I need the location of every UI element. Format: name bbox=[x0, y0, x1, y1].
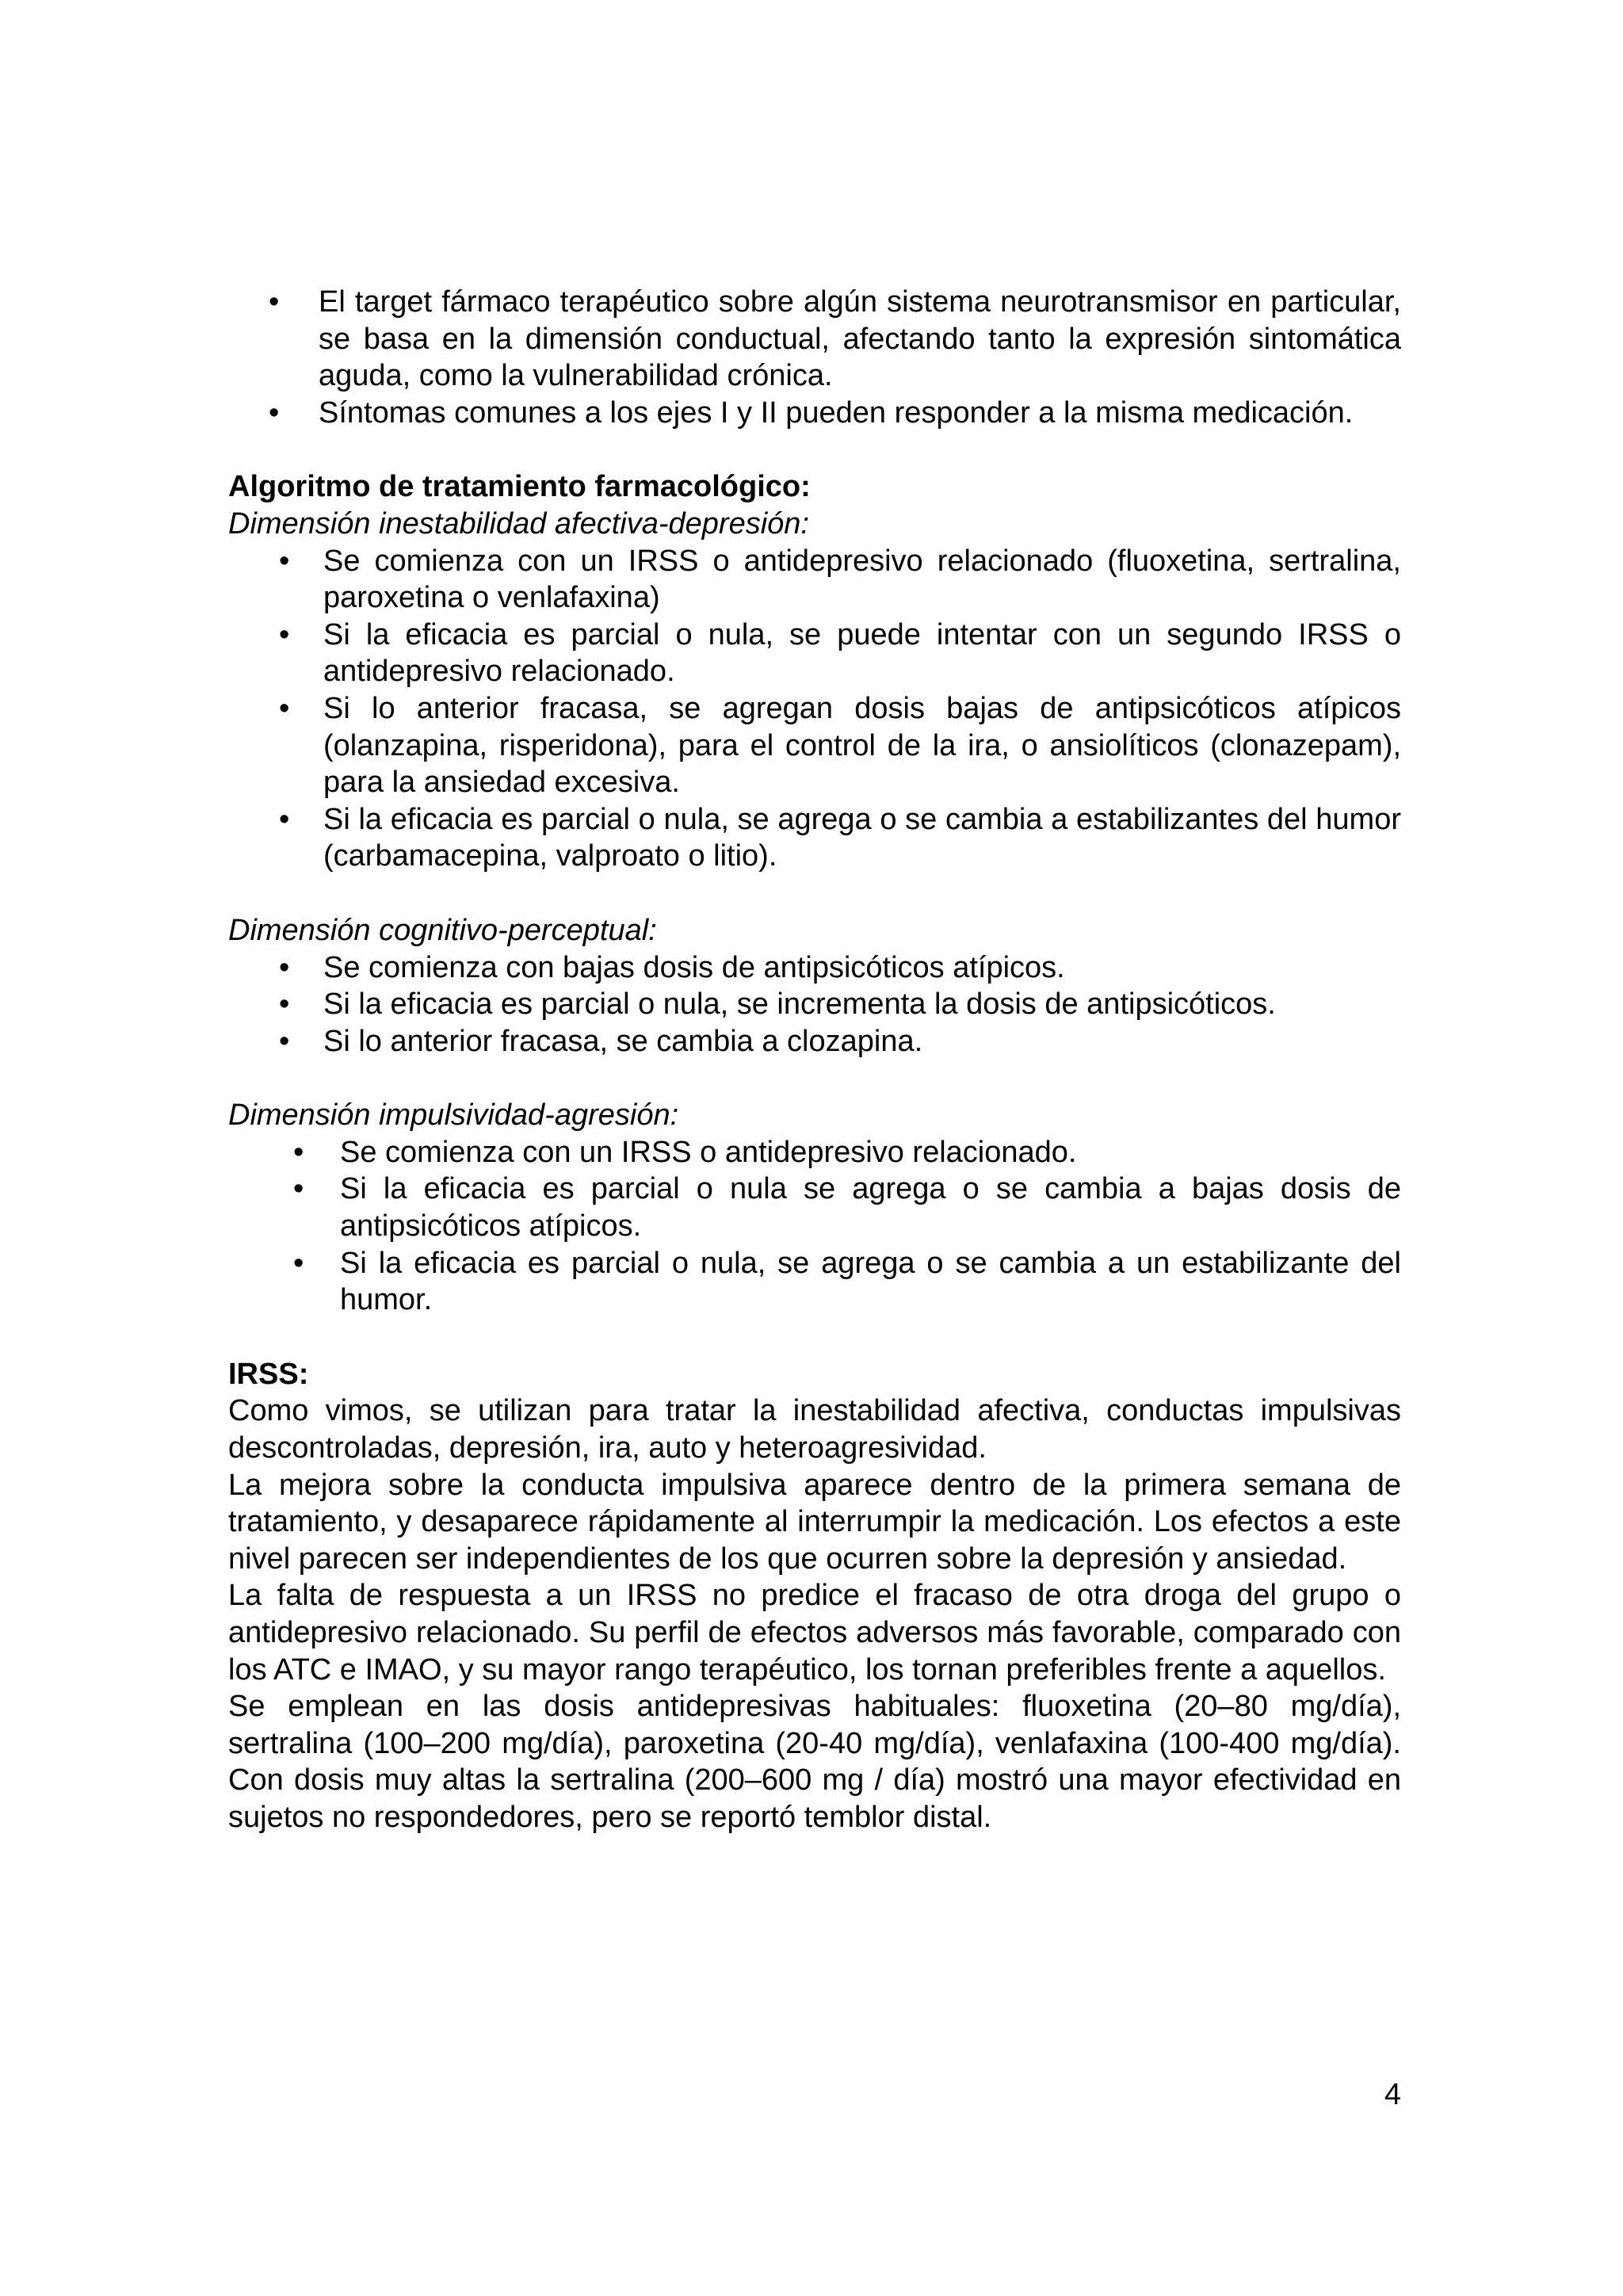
list-item: • Si la eficacia es parcial o nula, se agrega o se cambia a estabilizantes del humor (carbamacepina, valproato o litio). bbox=[279, 802, 1401, 873]
affective-dimension-title: Dimensión inestabilidad afectiva-depresión: bbox=[228, 506, 809, 541]
page-number: 4 bbox=[1384, 2078, 1401, 2111]
list-item: • Si la eficacia es parcial o nula se agrega o se cambia a bajas dosis de antipsicóticos atípicos. bbox=[293, 1172, 1401, 1244]
bullet-icon: • bbox=[293, 1135, 304, 1169]
bullet-icon: • bbox=[279, 950, 290, 984]
list-item: • Si lo anterior fracasa, se agregan dosis bajas de antipsicóticos atípicos (olanzapina, risperidona), para el control de la ira, o ansiolíticos (clonazepam), para la ansiedad excesiva. bbox=[279, 691, 1401, 800]
list-item: • Si lo anterior fracasa, se cambia a clozapina. bbox=[228, 1023, 1401, 1060]
bullet-icon: • bbox=[269, 285, 280, 319]
list-item: • Se comienza con un IRSS o antidepresivo relacionado. bbox=[228, 1134, 1401, 1171]
list-item: • Si la eficacia es parcial o nula, se incrementa la dosis de antipsicóticos. bbox=[228, 986, 1401, 1023]
cognitive-dimension-title: Dimensión cognitivo-perceptual: bbox=[228, 913, 657, 947]
cognitive-dimension-list bbox=[228, 949, 1401, 1060]
impulsive-dimension-list bbox=[228, 1134, 1401, 1319]
irss-paragraph: Se emplean en las dosis antidepresivas habituales: fluoxetina (20–80 mg/día), sertralina (100–200 mg/día), paroxetina (20-40 mg/día), venlafaxina (100-400 mg/día). Con dosis muy altas la sertralina (200–600 mg / día) mostró una mayor efectividad en sujetos no respondedores, pero se reportó temblor distal. bbox=[228, 1690, 1401, 1834]
affective-dimension-list bbox=[228, 543, 1401, 875]
list-item: • Si la eficacia es parcial o nula, se puede intentar con un segundo IRSS o antidepresivo relacionado. bbox=[279, 617, 1401, 689]
list-item: • Se comienza con bajas dosis de antipsicóticos atípicos. bbox=[228, 949, 1401, 987]
page-content bbox=[228, 284, 1401, 1836]
irss-heading: IRSS: bbox=[228, 1357, 309, 1391]
bullet-icon: • bbox=[279, 691, 290, 725]
intro-bullet-list bbox=[228, 284, 1401, 431]
bullet-icon: • bbox=[279, 988, 290, 1022]
irss-paragraph: Como vimos, se utilizan para tratar la inestabilidad afectiva, conductas impulsivas descontroladas, depresión, ira, auto y heteroagresividad. bbox=[228, 1394, 1401, 1465]
algorithm-heading: Algoritmo de tratamiento farmacológico: bbox=[228, 470, 811, 504]
list-item: • El target fármaco terapéutico sobre algún sistema neurotransmisor en particular, se basa en la dimensión conductual, afectando tanto la expresión sintomática aguda, como la vulnerabilidad crónica. bbox=[269, 285, 1401, 393]
list-item: • Si la eficacia es parcial o nula, se agrega o se cambia a un estabilizante del humor. bbox=[293, 1246, 1401, 1317]
bullet-icon: • bbox=[279, 544, 290, 578]
bullet-icon: • bbox=[279, 617, 290, 651]
irss-paragraph: La mejora sobre la conducta impulsiva aparece dentro de la primera semana de tratamiento, y desaparece rápidamente al interrumpir la medicación. Los efectos a este nivel parecen ser independientes de los que ocurren sobre la depresión y ansiedad. bbox=[228, 1468, 1401, 1576]
bullet-icon: • bbox=[293, 1172, 304, 1206]
irss-paragraph: La falta de respuesta a un IRSS no predice el fracaso de otra droga del grupo o antidepresivo relacionado. Su perfil de efectos adversos más favorable, comparado con los ATC e IMAO, y su mayor rango terapéutico, los tornan preferibles frente a aquellos. bbox=[228, 1579, 1401, 1687]
bullet-icon: • bbox=[293, 1246, 304, 1280]
bullet-icon: • bbox=[279, 1024, 290, 1058]
bullet-icon: • bbox=[279, 802, 290, 836]
bullet-icon: • bbox=[269, 395, 280, 430]
list-item: • Síntomas comunes a los ejes I y II pueden responder a la misma medicación. bbox=[228, 395, 1401, 432]
impulsive-dimension-title: Dimensión impulsividad-agresión: bbox=[228, 1098, 679, 1133]
list-item: • Se comienza con un IRSS o antidepresivo relacionado (fluoxetina, sertralina, paroxetina o venlafaxina) bbox=[279, 544, 1401, 615]
